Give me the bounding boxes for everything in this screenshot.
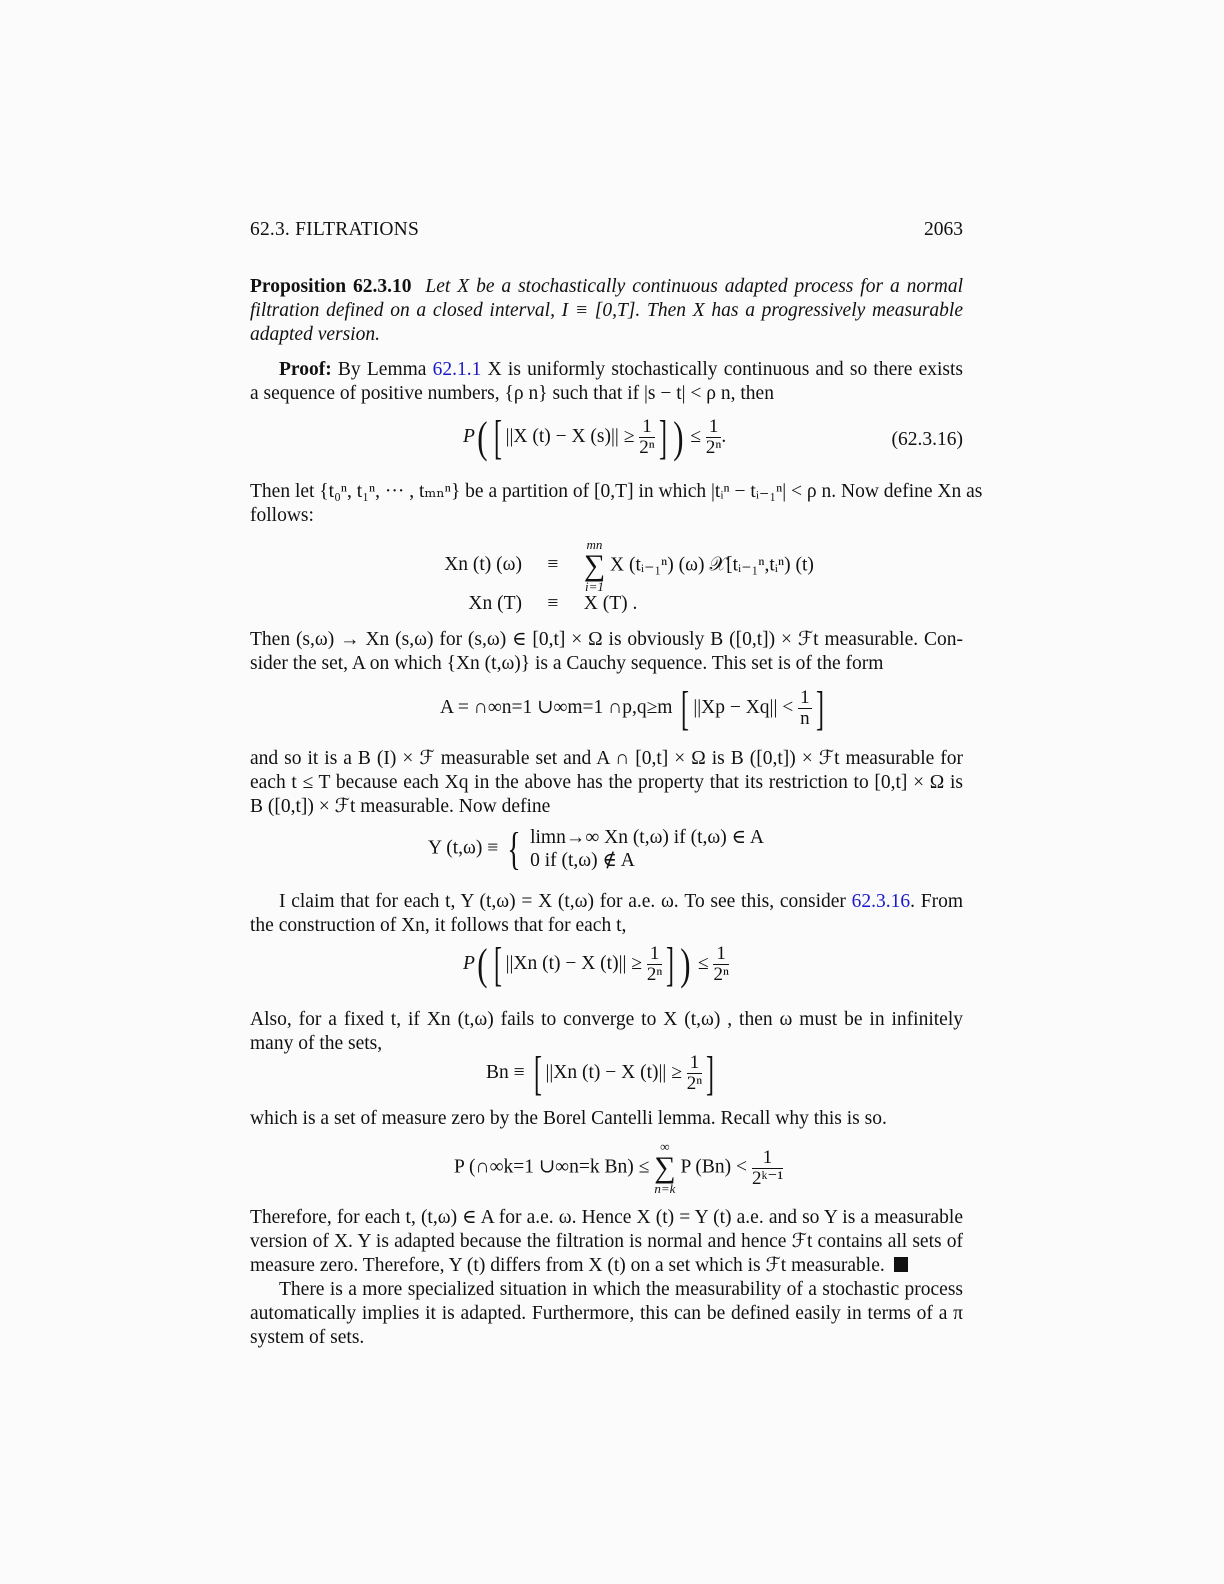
chapter-title: 62.3. FILTRATIONS — [250, 219, 419, 240]
proof-line-14: which is a set of measure zero by the Borel Cantelli lemma. Recall why this is so. — [250, 1108, 887, 1129]
proof-line-9: B ([0,t]) × ℱt measurable. Now define — [250, 796, 551, 817]
proof-line-13: many of the sets, — [250, 1033, 383, 1054]
qed-symbol — [894, 1257, 908, 1272]
proof-line-15: Therefore, for each t, (t,ω) ∈ A for a.e. ω. Hence X (t) = Y (t) a.e. and so Y is a measurable — [250, 1207, 963, 1228]
definition-Y: Y (t,ω) ≡ { limn→∞ Xn (t,ω) if (t,ω) ∈ A 0 if (t,ω) ∉ A — [428, 823, 764, 874]
proof-line-16: version of X. Y is adapted because the filtration is normal and hence ℱt contains all sets of — [250, 1231, 963, 1252]
proof-line-11: the construction of Xn, it follows that for each t, — [250, 915, 627, 936]
equation-tag: (62.3.16) — [891, 429, 963, 450]
page-number: 2063 — [924, 219, 963, 240]
equation-link[interactable]: 62.3.16 — [851, 891, 911, 912]
summation: ∞ ∑ n=k — [654, 1139, 676, 1196]
equation-borel-cantelli: P (∩∞k=1 ∪∞n=k Bn) ≤ ∞ ∑ n=k P (Bn) < $\frac{1}{\text{2ᵏ⁻¹}}$ — [454, 1139, 784, 1196]
equation-Bn: Bn ≡ [ ||Xn (t) − X (t)|| ≥ $\frac{1}{\text{2ⁿ}}$ ] — [486, 1046, 715, 1100]
equation-set-A: A = ∩∞n=1 ∪∞m=1 ∩p,q≥m [ ||Xp − Xq|| < $\frac{1}{n}$ ] — [440, 681, 824, 735]
proof-line-5: Then (s,ω) → Xn (s,ω) for (s,ω) ∈ [0,t] × Ω is obviously B ([0,t]) × ℱt measurable. Con- — [250, 629, 963, 650]
proposition-line-3: adapted version. — [250, 324, 380, 345]
proof-line-12: Also, for a fixed t, if Xn (t,ω) fails to converge to X (t,ω) , then ω must be in infinitely — [250, 1009, 963, 1030]
closing-line-2: automatically implies it is adapted. Furthermore, this can be defined easily in terms of a π — [250, 1303, 963, 1324]
proof-line-2: a sequence of positive numbers, {ρ n} such that if |s − t| < ρ n, then — [250, 383, 774, 404]
proposition-line-1: Proposition 62.3.10 Let X be a stochastically continuous adapted process for a normal — [250, 276, 964, 297]
equation-xn-bound: P( [ ||Xn (t) − X (t)|| ≥ $\frac{1}{\text{2ⁿ}}$ ] ) ≤ $\frac{1}{\text{2ⁿ}}$ — [463, 937, 729, 991]
equation-62-3-16: P( [ ||X (t) − X (s)|| ≥ $\frac{1}{\text{2ⁿ}}$ ] ) ≤ $\frac{1}{\text{2ⁿ}}$ . — [463, 410, 727, 464]
proof-line-6: sider the set, A on which {Xn (t,ω)} is a Cauchy sequence. This set is of the form — [250, 653, 884, 674]
proof-label: Proof: — [279, 359, 332, 380]
lemma-link[interactable]: 62.1.1 — [432, 359, 482, 380]
proof-line-17: measure zero. Therefore, Y (t) differs from X (t) on a set which is ℱt measurable. — [250, 1254, 963, 1278]
proof-line-10: I claim that for each t, Y (t,ω) = X (t,ω) for a.e. ω. To see this, consider 62.3.16. From — [279, 891, 963, 912]
proof-line-8: each t ≤ T because each Xq in the above has the property that its restriction to [0,t] × Ω is — [250, 772, 963, 793]
summation: mn ∑ i=1 — [583, 537, 606, 594]
proposition-line-2: filtration defined on a closed interval, I ≡ [0,T]. Then X has a progressively measurable — [250, 300, 963, 321]
closing-line-3: system of sets. — [250, 1327, 365, 1348]
proof-line-1: Proof: By Lemma 62.1.1 X is uniformly stochastically continuous and so there exists — [279, 359, 964, 380]
proof-line-7: and so it is a B (I) × ℱ measurable set and A ∩ [0,t] × Ω is B ([0,t]) × ℱt measurable for — [250, 748, 963, 769]
definition-xn-T: Xn (T) ≡ X (T) . — [468, 593, 638, 614]
fraction: $\frac{1}{\text{2ⁿ}}$ — [639, 416, 655, 458]
proposition-label: Proposition 62.3.10 — [250, 276, 412, 297]
definition-xn: Xn (t) (ω) ≡ mn ∑ i=1 X (tᵢ₋₁ⁿ) (ω) 𝒳[tᵢ₋₁ⁿ,tᵢⁿ) (t) — [444, 537, 814, 594]
closing-line-1: There is a more specialized situation in which the measurability of a stochastic process — [279, 1279, 963, 1300]
proof-line-3: Then let {t₀ⁿ, t₁ⁿ, ··· , tₘₙⁿ} be a partition of [0,T] in which |tᵢⁿ − tᵢ₋₁ⁿ| < ρ n. Now define Xn as — [250, 481, 983, 502]
proof-line-4: follows: — [250, 505, 314, 526]
